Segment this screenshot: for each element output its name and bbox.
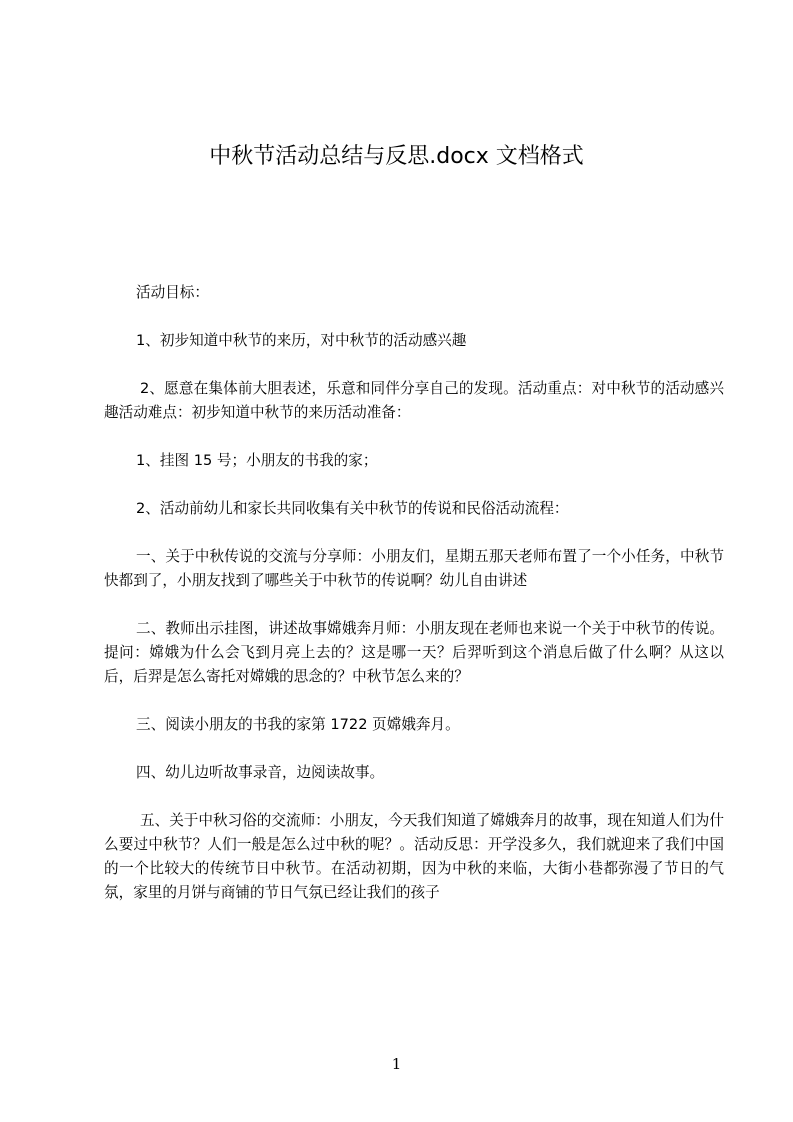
paragraph-preparation-1: 1、挂图 15 号；小朋友的书我的家； <box>136 452 378 469</box>
document-title: 中秋节活动总结与反思.docx 文档格式 <box>209 144 584 169</box>
paragraph-step-5: 五、关于中秋习俗的交流师：小朋友，今天我们知道了嫦娥奔月的故事，现在知道人们为什么要过中秋节？人们一般是怎么过中秋的呢？。活动反思：开学没多久，我们就迎来了我们中国的一个比较大的传统节日中秋节。在活动初期，因为中秋的来临，大街小巷都弥漫了节日的气氛，家里的月饼与商铺的节日气氛已经让我们的孩子 <box>104 812 724 901</box>
paragraph-step-1: 一、关于中秋传说的交流与分享师：小朋友们，星期五那天老师布置了一个小任务，中秋节快都到了，小朋友找到了哪些关于中秋节的传说啊？幼儿自由讲述 <box>104 548 724 589</box>
paragraph-objectives-heading: 活动目标： <box>136 284 209 301</box>
paragraph-preparation-2: 2、活动前幼儿和家长共同收集有关中秋节的传说和民俗活动流程： <box>136 500 569 517</box>
paragraph-step-2: 二、教师出示挂图，讲述故事嫦娥奔月师：小朋友现在老师也来说一个关于中秋节的传说。提问：嫦娥为什么会飞到月亮上去的？这是哪一天？后羿听到这个消息后做了什么啊？从这以后，后羿是怎么寄托对嫦娥的思念的？中秋节怎么来的？ <box>104 620 724 685</box>
document-body <box>104 281 724 929</box>
paragraph-objective-1: 1、初步知道中秋节的来历，对中秋节的活动感兴趣 <box>136 332 467 349</box>
paragraph-objective-2: 2、愿意在集体前大胆表述，乐意和同伴分享自己的发现。活动重点：对中秋节的活动感兴趣活动难点：初步知道中秋节的来历活动准备： <box>104 380 724 421</box>
page-number: 1 <box>391 1055 402 1073</box>
paragraph-step-3: 三、阅读小朋友的书我的家第 1722 页嫦娥奔月。 <box>136 716 460 733</box>
paragraph-step-4: 四、幼儿边听故事录音，边阅读故事。 <box>136 764 385 781</box>
